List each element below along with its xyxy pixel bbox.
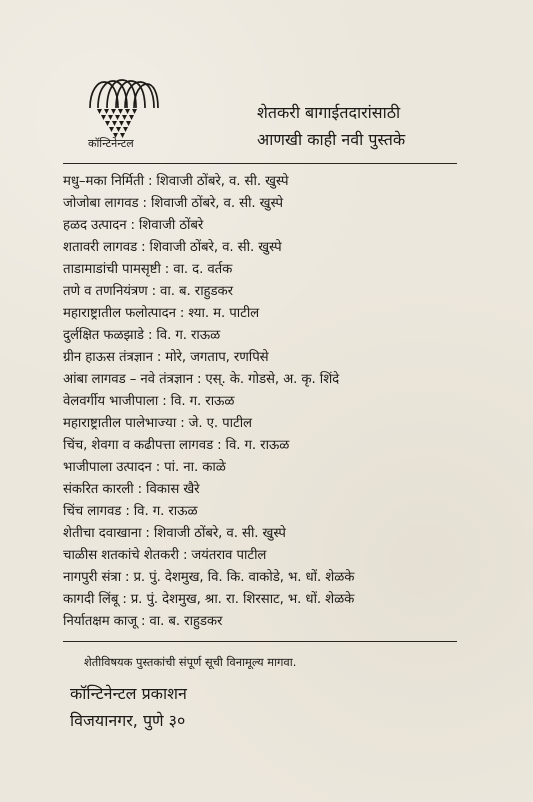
list-item (63, 391, 483, 413)
book-title: महाराष्ट्रातील पालेभाज्या (63, 416, 177, 431)
book-author: शिवाजी ठोंबरे, व. सी. खुस्पे (149, 240, 282, 255)
book-title: कागदी लिंबू (63, 592, 119, 607)
publisher-city: विजयानगर, पुणे ३० (70, 711, 186, 730)
book-title: ग्रीन हाऊस तंत्रज्ञान (63, 350, 153, 365)
book-author: श्या. म. पाटील (188, 306, 260, 321)
title-author-separator: : (125, 570, 130, 585)
list-item (63, 457, 483, 479)
list-item (63, 237, 483, 259)
title-author-separator: : (141, 614, 146, 629)
title-author-separator: : (164, 262, 170, 277)
catalog-note: शेतीविषयक पुस्तकांची संपूर्ण सूची विनामूल्य मागवा. (84, 655, 297, 669)
book-title: ताडामाडांची पामसृष्टी (63, 262, 161, 277)
book-title: हळद उत्पादन (63, 218, 127, 233)
list-item (63, 369, 483, 391)
list-item (63, 259, 483, 281)
book-author: वा. ब. राहुडकर (149, 614, 223, 629)
bottom-divider (63, 641, 457, 642)
title-author-separator: : (141, 240, 146, 255)
book-title: जोजोबा लागवड (63, 196, 139, 211)
book-author: प्र. पुं. देशमुख, श्रा. रा. शिरसाट, भ. धों. शेळके (130, 592, 355, 607)
book-author: शिवाजी ठोंबरे, व. सी. खुस्पे (153, 526, 286, 541)
list-item (63, 479, 483, 501)
heading-line-1: शेतकरी बागाईतदारांसाठी (257, 103, 401, 122)
list-item (63, 611, 483, 633)
title-author-separator: : (137, 482, 143, 497)
title-author-separator: : (122, 592, 127, 607)
book-author: प्र. पुं. देशमुख, वि. कि. वाकोडे, भ. धों. शेळके (133, 570, 355, 585)
heading-line-2: आणखी काही नवी पुस्तके (257, 130, 406, 149)
book-title: तणे व तणनियंत्रण (63, 284, 148, 299)
book-author: पां. ना. काळे (164, 460, 226, 475)
book-author: वा. द. वर्तक (173, 262, 233, 277)
logo-caption: कॉन्टिनेन्टल (88, 137, 134, 150)
title-author-separator: : (179, 306, 185, 321)
cover-heading (257, 99, 447, 153)
list-item (63, 281, 483, 303)
book-title: नागपुरी संत्रा (63, 570, 122, 585)
list-item (63, 193, 483, 215)
list-item (63, 589, 483, 611)
continental-logo-icon (82, 74, 164, 140)
title-author-separator: : (151, 284, 157, 299)
publisher-name: कॉन्टिनेन्टल प्रकाशन (70, 684, 187, 703)
top-divider (63, 163, 457, 164)
book-author: जयंतराव पाटील (191, 548, 267, 563)
book-title: निर्यातक्षम काजू (63, 614, 137, 629)
book-author: वि. ग. राऊळ (170, 394, 235, 409)
book-title: भाजीपाला उत्पादन (63, 460, 152, 475)
book-author: विकास खैरे (146, 482, 200, 497)
title-author-separator: : (147, 328, 153, 343)
book-author: शिवाजी ठोंबरे, व. सी. खुस्पे (156, 174, 289, 189)
book-title: मधु–मका निर्मिती (63, 174, 144, 189)
book-title: दुर्लक्षित फळझाडे (63, 328, 144, 343)
title-author-separator: : (142, 196, 147, 211)
publisher-logo (82, 74, 164, 154)
list-item (63, 435, 483, 457)
book-list (63, 171, 483, 633)
book-title: वेलवर्गीय भाजीपाला (63, 394, 159, 409)
list-item (63, 501, 483, 523)
book-title: शेतीचा दवाखाना (63, 526, 142, 541)
book-author: वि. ग. राऊळ (225, 438, 290, 453)
list-item (63, 303, 483, 325)
book-author: शिवाजी ठोंबरे (138, 218, 204, 233)
list-item (63, 347, 483, 369)
title-author-separator: : (217, 438, 222, 453)
list-item (63, 567, 483, 589)
book-author: वि. ग. राऊळ (133, 504, 198, 519)
book-title: चाळीस शतकांचे शेतकरी (63, 548, 180, 563)
list-item (63, 523, 483, 545)
book-author: एस्. के. गोडसे, अ. कृ. शिंदे (205, 372, 340, 387)
book-title: आंबा लागवड – नवे तंत्रज्ञान (63, 372, 193, 387)
title-author-separator: : (125, 504, 130, 519)
title-author-separator: : (145, 526, 150, 541)
book-title: संकरित कारली (63, 482, 134, 497)
book-author: शिवाजी ठोंबरे, व. सी. खुस्पे (150, 196, 283, 211)
title-author-separator: : (155, 460, 161, 475)
list-item (63, 171, 483, 193)
list-item (63, 325, 483, 347)
book-author: वि. ग. राऊळ (156, 328, 221, 343)
title-author-separator: : (156, 350, 162, 365)
book-title: चिंच लागवड (63, 504, 122, 519)
title-author-separator: : (147, 174, 153, 189)
book-author: मोरे, जगताप, रणपिसे (165, 350, 269, 365)
title-author-separator: : (130, 218, 135, 233)
title-author-separator: : (162, 394, 167, 409)
book-title: चिंच, शेवगा व कढीपत्ता लागवड (63, 438, 214, 453)
book-author: जे. ए. पाटील (188, 416, 252, 431)
publisher-address (70, 680, 320, 734)
book-title: शतावरी लागवड (63, 240, 138, 255)
book-title: महाराष्ट्रातील फलोत्पादन (63, 306, 176, 321)
list-item (63, 413, 483, 435)
book-author: वा. ब. राहुडकर (160, 284, 233, 299)
list-item (63, 215, 483, 237)
list-item (63, 545, 483, 567)
title-author-separator: : (180, 416, 185, 431)
title-author-separator: : (183, 548, 188, 563)
title-author-separator: : (196, 372, 202, 387)
